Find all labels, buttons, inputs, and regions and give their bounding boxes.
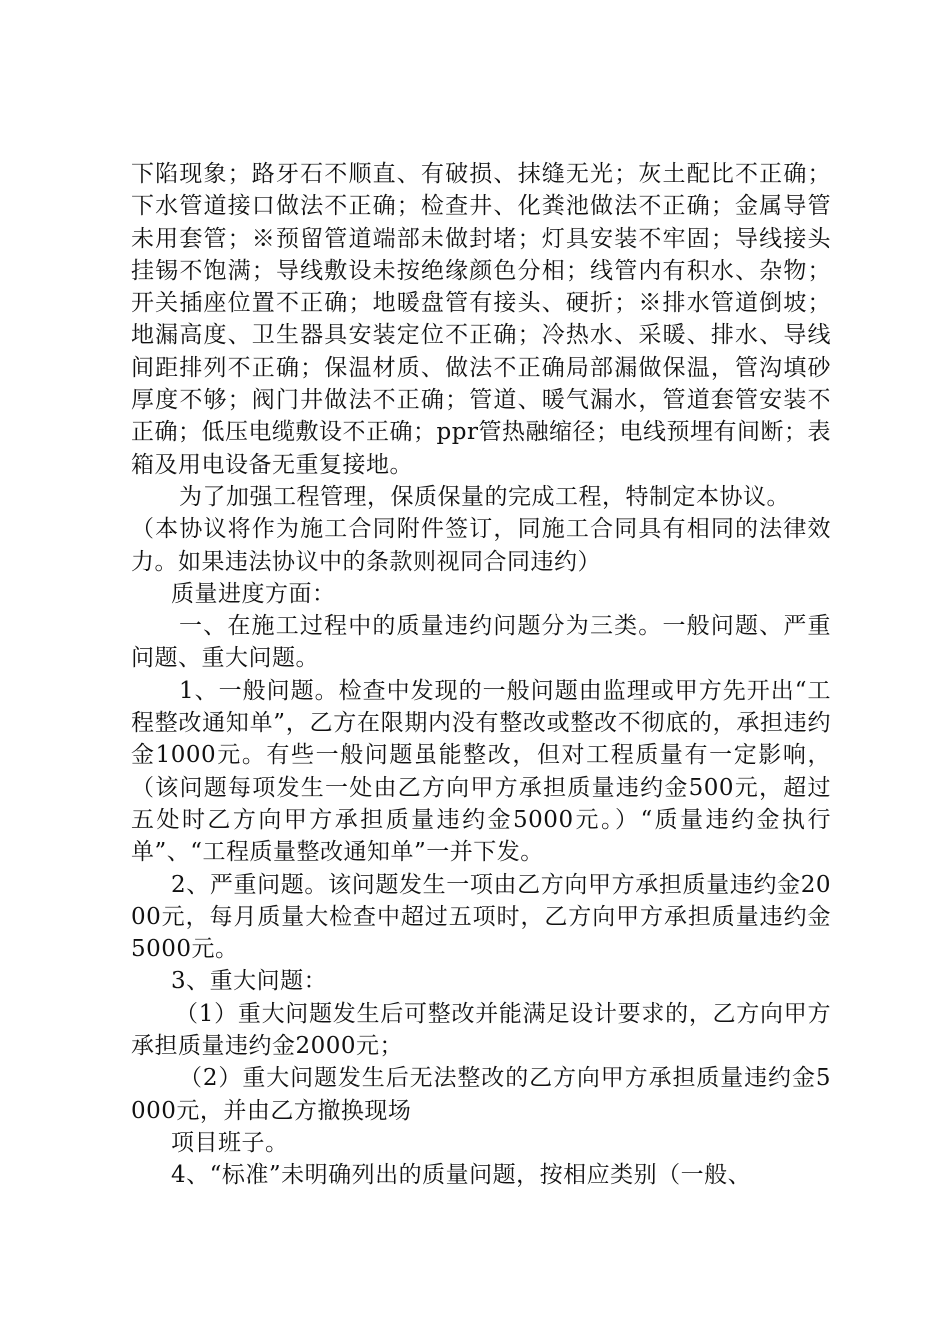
paragraph-major-issue-1: （1）重大问题发生后可整改并能满足设计要求的，乙方向甲方承担质量违约金2000元；	[131, 1000, 831, 1060]
paragraph-unlisted-issues: 4、“标准”未明确列出的质量问题，按相应类别（一般、	[171, 1162, 752, 1189]
paragraph-defect-list: 下陷现象；路牙石不顺直、有破损、抹缝无光；灰土配比不正确；下水管道接口做法不正确；检查井、化粪池做法不正确；金属导管未用套管；※预留管道端部未做封堵；灯具安装不牢固；导线接头挂锡不饱满；导线敷设未按绝缘颜色分相；线管内有积水、杂物；开关插座位置不正确；地暖盘管有接头、硬折；※排水管道倒坡；地漏高度、卫生器具安装定位不正确；冷热水、采暖、排水、导线间距排列不正确；保温材质、做法不正确局部漏做保温，管沟填砂厚度不够；阀门井做法不正确；管道、暖气漏水，管道套管安装不正确；低压电缆敷设不正确；ppr管热融缩径；电线预埋有间断；表箱及用电设备无重复接地。	[131, 161, 831, 478]
paragraph-major-issue-2: （2）重大问题发生后无法整改的乙方向甲方承担质量违约金5000元，并由乙方撤换现场	[131, 1065, 831, 1124]
paragraph-project-team: 项目班子。	[171, 1129, 289, 1156]
paragraph-violation-categories: 一、在施工过程中的质量违约问题分为三类。一般问题、严重问题、重大问题。	[131, 613, 831, 672]
section-heading-quality-progress: 质量进度方面：	[171, 580, 336, 607]
paragraph-legal-effect: （本协议将作为施工合同附件签订，同施工合同具有相同的法律效力。如果违法协议中的条款则视同合同违约）	[131, 516, 831, 575]
paragraph-agreement-purpose: 为了加强工程管理，保质保量的完成工程，特制定本协议。	[179, 483, 790, 510]
document-body	[131, 158, 831, 1192]
paragraph-general-issues: 1、一般问题。检查中发现的一般问题由监理或甲方先开出“工程整改通知单”，乙方在限期内没有整改或整改不彻底的，承担违约金1000元。有些一般问题虽能整改，但对工程质量有一定影响，（该问题每项发生一处由乙方向甲方承担质量违约金500元，超过五处时乙方向甲方承担质量违约金5000元。）“质量违约金执行单”、“工程质量整改通知单”一并下发。	[131, 677, 831, 866]
paragraph-major-issues-heading: 3、重大问题：	[171, 968, 328, 995]
paragraph-serious-issues: 2、严重问题。该问题发生一项由乙方向甲方承担质量违约金2000元，每月质量大检查中超过五项时，乙方向甲方承担质量违约金5000元。	[131, 871, 831, 963]
